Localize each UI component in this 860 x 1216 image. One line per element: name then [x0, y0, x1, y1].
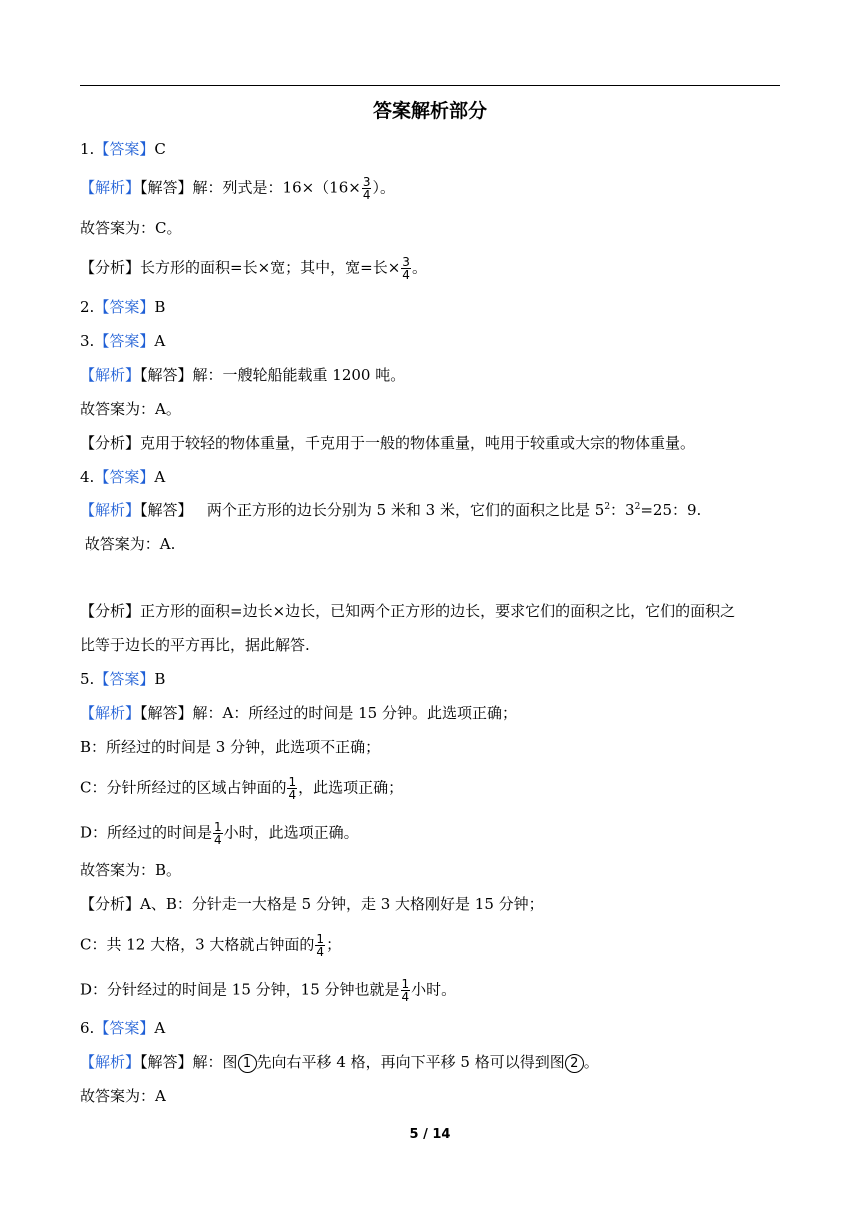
fraction-numerator: 1 [214, 820, 222, 834]
q3-fenxi-line [80, 433, 695, 453]
q4-conclusion: 故答案为：A. [80, 535, 176, 553]
q1-fenxi-text: 长方形的面积=长×宽；其中，宽=长× [140, 258, 401, 277]
fraction-denominator: 4 [316, 945, 325, 959]
q5-fenxi-c-text: C：共 12 大格，3 大格就占钟面的 [80, 935, 315, 954]
q4-number: 4. [80, 468, 95, 486]
answer-tag: 【答案】 [94, 670, 155, 688]
q1-analysis-line [80, 176, 395, 201]
q5-answer-line [80, 669, 165, 689]
q4-solution-text-c: =25：9. [640, 501, 702, 519]
q6-solution-text-b: 先向右平移 4 格，再向下平移 5 格可以得到图 [256, 1053, 565, 1071]
jiexi-tag: 【解析】 [80, 501, 141, 519]
q6-answer: A [154, 1019, 166, 1037]
fraction [213, 821, 223, 846]
q6-conclusion: 故答案为：A [80, 1087, 166, 1105]
q4-answer: A [154, 468, 166, 486]
superscript: 2 [634, 502, 641, 512]
q1-conclusion: 故答案为：C。 [80, 219, 182, 237]
fenxi-tag: 【分析】 [80, 895, 141, 913]
jieda-tag: 【解答】 [140, 1053, 193, 1071]
q5-option-c-text: C：分针所经过的区域占钟面的 [80, 778, 287, 797]
q6-answer-line [80, 1018, 165, 1038]
jiexi-tag: 【解析】 [80, 178, 141, 197]
q6-number: 6. [80, 1019, 95, 1037]
q1-answer: C [154, 140, 166, 158]
superscript: 2 [604, 502, 611, 512]
q2-number: 2. [80, 298, 95, 316]
q6-solution-end: 。 [583, 1053, 599, 1071]
jieda-tag: 【解答】 [140, 704, 193, 722]
fraction [401, 978, 411, 1003]
answer-tag: 【答案】 [94, 468, 155, 486]
q2-answer: B [154, 298, 166, 316]
q1-fenxi-line [80, 256, 427, 281]
fraction-numerator: 3 [402, 255, 410, 269]
jiexi-tag: 【解析】 [80, 704, 141, 722]
fraction-numerator: 1 [401, 977, 410, 991]
q1-number: 1. [80, 140, 95, 158]
jieda-tag: 【解答】 [140, 366, 193, 384]
q3-fenxi-text: 克用于较轻的物体重量，千克用于一般的物体重量，吨用于较重或大宗的物体重量。 [140, 434, 696, 452]
answer-tag: 【答案】 [94, 140, 155, 158]
q5-fenxi-d [80, 978, 456, 1003]
page-number: 5 / 14 [409, 1127, 451, 1142]
q5-fenxi-d-end: 小时。 [411, 980, 457, 999]
jiexi-tag: 【解析】 [80, 1053, 141, 1071]
q5-conclusion: 故答案为：B。 [80, 861, 182, 879]
q1-solution-text: 解：列式是：16×（16× [192, 178, 361, 197]
q1-solution-end: ）。 [372, 178, 395, 197]
fraction-denominator: 4 [214, 833, 222, 847]
fraction [315, 933, 325, 958]
fraction [401, 256, 411, 281]
q5-option-d-end: 小时，此选项正确。 [223, 823, 359, 842]
q3-conclusion: 故答案为：A。 [80, 400, 181, 418]
jiexi-tag: 【解析】 [80, 366, 141, 384]
q4-solution-text-b: ：3 [610, 501, 635, 519]
fenxi-tag: 【分析】 [80, 602, 141, 620]
q5-fenxi-c [80, 933, 341, 958]
fraction-denominator: 4 [401, 990, 410, 1004]
fraction-denominator: 4 [362, 188, 371, 202]
fraction [287, 776, 297, 801]
circled-number: 1 [238, 1054, 257, 1073]
fraction-denominator: 4 [288, 788, 297, 802]
q3-solution-text: 解：一艘轮船能载重 1200 吨。 [192, 366, 406, 384]
jieda-tag: 【解答】 [140, 178, 193, 197]
q4-answer-line [80, 467, 165, 487]
q5-fenxi-text: A、B：分针走一大格是 5 分钟，走 3 大格刚好是 15 分钟； [140, 895, 544, 913]
answer-tag: 【答案】 [94, 298, 155, 316]
fenxi-tag: 【分析】 [80, 258, 141, 277]
q5-answer: B [154, 670, 166, 688]
fraction-numerator: 1 [288, 775, 297, 789]
answer-tag: 【答案】 [94, 1019, 155, 1037]
q5-analysis-line [80, 703, 517, 723]
q3-answer-line [80, 331, 165, 351]
q4-fenxi-line [80, 601, 735, 621]
q4-analysis-line [80, 500, 701, 520]
q4-fenxi-line-2: 比等于边长的平方再比，据此解答. [80, 636, 310, 654]
fenxi-tag: 【分析】 [80, 434, 141, 452]
q5-option-b: B：所经过的时间是 3 分钟，此选项不正确； [80, 738, 381, 756]
q3-number: 3. [80, 332, 95, 350]
q2-answer-line [80, 297, 165, 317]
q4-fenxi-text: 正方形的面积=边长×边长，已知两个正方形的边长，要求它们的面积之比，它们的面积之 [140, 602, 736, 620]
jieda-tag: 【解答】 [140, 501, 193, 519]
q3-analysis-line [80, 365, 405, 385]
q5-solution-text: 解：A：所经过的时间是 15 分钟。此选项正确； [192, 704, 517, 722]
q3-answer: A [154, 332, 166, 350]
fraction-denominator: 4 [402, 268, 410, 282]
fraction-numerator: 1 [316, 932, 325, 946]
fraction-numerator: 3 [362, 175, 371, 189]
q5-option-d-text: D：所经过的时间是 [80, 823, 213, 842]
q5-fenxi-d-text: D：分针经过的时间是 15 分钟，15 分钟也就是 [80, 980, 400, 999]
fraction [362, 176, 372, 201]
page-title: 答案解析部分 [372, 100, 487, 122]
q5-option-c [80, 776, 403, 801]
q1-answer-line [80, 139, 166, 159]
q1-fenxi-end: 。 [411, 258, 427, 277]
q4-solution-text: 两个正方形的边长分别为 5 米和 3 米，它们的面积之比是 5 [192, 501, 605, 519]
q5-fenxi-line [80, 894, 544, 914]
q5-option-c-end: ，此选项正确； [298, 778, 404, 797]
q6-solution-text: 解：图 [192, 1053, 238, 1071]
answer-tag: 【答案】 [94, 332, 155, 350]
header-rule [80, 85, 780, 86]
circled-number: 2 [565, 1054, 584, 1073]
q5-option-d [80, 821, 359, 846]
q5-fenxi-c-end: ； [326, 935, 342, 954]
q6-analysis-line [80, 1052, 599, 1073]
q5-number: 5. [80, 670, 95, 688]
